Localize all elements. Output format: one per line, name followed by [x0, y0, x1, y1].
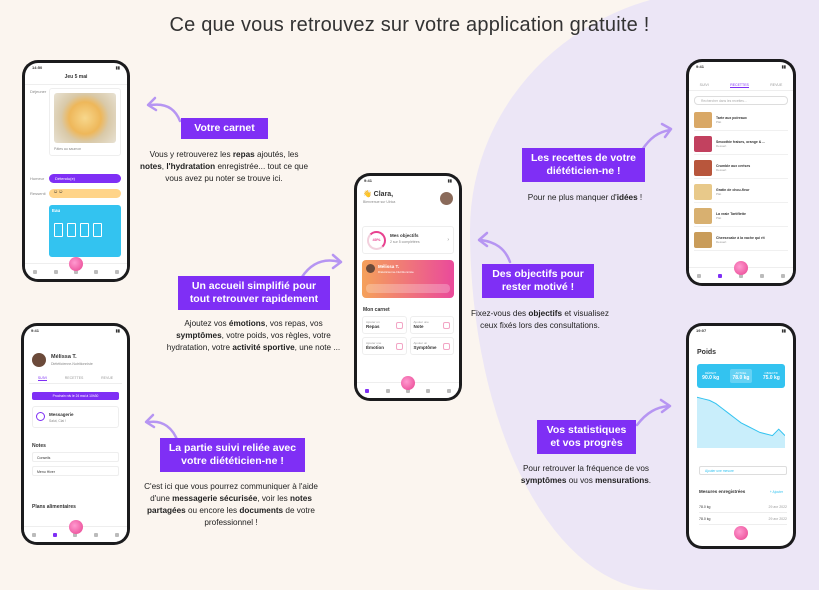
battery-icon: ▮▮	[781, 64, 786, 69]
desc-suivi: C'est ici que vous pourrez communiquer à l'aide d'une messagerie sécurisée, voir les notes partagées ou encore les documents de votre professionnel !	[144, 482, 318, 527]
tile-icon	[443, 322, 450, 329]
messagerie-preview: Salut, Clai !	[49, 419, 66, 423]
stat-card	[730, 369, 753, 383]
dietitian-action[interactable]	[366, 284, 450, 293]
stat-cards	[697, 364, 785, 388]
badge-stats: Vos statistiques et vos progrès	[537, 420, 636, 454]
dietitian-name: Mélissa T.	[51, 354, 77, 360]
add-button[interactable]	[734, 526, 748, 540]
tile-small: Ajouter un	[366, 320, 380, 324]
recipe-category: Plat	[716, 192, 722, 196]
add-button[interactable]	[734, 261, 748, 275]
tiles-grid	[362, 316, 454, 355]
follow-icon[interactable]	[53, 533, 57, 537]
stat-value: 78.0 kg	[732, 375, 750, 381]
tabs	[689, 83, 793, 91]
recipe-category: Dessert	[716, 168, 727, 172]
phone-carnet	[22, 60, 130, 282]
arrow-stats	[635, 398, 675, 428]
carnet-title: Mon carnet	[363, 307, 390, 313]
desc-accueil: Ajoutez vos émotions, vos repas, vos symptômes, votre poids, vos règles, votre hydratation, votre activité sportive, une note ...	[166, 319, 341, 352]
recipe-item[interactable]	[694, 134, 788, 155]
arrow-recettes	[640, 122, 675, 152]
recipe-photo	[694, 184, 712, 200]
stat-label: OBJECTIF	[764, 371, 779, 375]
next-appointment[interactable]: Prochain rdv le 24 mai à 10h30	[32, 392, 119, 400]
water-label: Eau	[52, 208, 61, 213]
note-row[interactable]: Conseils	[32, 452, 119, 462]
page-title: Ce que vous retrouvez sur votre application gratuite !	[169, 14, 650, 36]
desc-carnet: Vous y retrouverez les repas ajoutés, les notes, l'hydratation enregistrée... tout ce que vous avez pu noter se trouve ici.	[139, 150, 309, 183]
weight-chart	[697, 392, 785, 448]
badge-suivi: La partie suivi reliée avec votre diététicien-ne !	[160, 438, 305, 472]
carnet-tile[interactable]	[362, 337, 407, 355]
battery-icon: ▮▮	[115, 328, 120, 333]
greeting: 👋 Clara,	[363, 191, 394, 198]
recipe-name: La vraie Tartiflette	[716, 212, 746, 216]
glass-icon	[67, 223, 76, 237]
measures-title: Mesures enregistrées	[699, 489, 746, 494]
carnet-icon[interactable]	[115, 533, 119, 537]
stats-icon[interactable]	[94, 533, 98, 537]
home-icon[interactable]	[697, 274, 701, 278]
home-icon[interactable]	[33, 270, 37, 274]
notes-list	[32, 452, 119, 480]
objectives-title: Mes objectifs	[390, 233, 419, 238]
objectives-sub: 2 sur 5 complétées	[390, 240, 420, 244]
recipe-item[interactable]	[694, 230, 788, 251]
recipe-name: Tarte aux poireaux	[716, 116, 747, 120]
recipe-item[interactable]	[694, 206, 788, 227]
phone-stats	[686, 323, 796, 549]
status-time: 19:07	[696, 328, 707, 333]
chevron-right-icon: ›	[447, 237, 449, 243]
add-link[interactable]: + Ajouter	[769, 490, 783, 494]
arrow-objectifs	[475, 230, 515, 265]
tab-recettes[interactable]: RECETTES	[64, 376, 84, 380]
measures-list	[699, 501, 787, 525]
recipe-category: Plat	[716, 216, 722, 220]
meal-photo	[54, 93, 116, 143]
stats-icon[interactable]	[426, 389, 430, 393]
status-time: 9:41	[696, 64, 705, 69]
messagerie-title: Messagerie	[49, 412, 74, 417]
dietitian-role: Diététicienne-Nutritionniste	[51, 362, 93, 366]
subgreeting: Bienvenue sur Ulrica	[363, 200, 396, 204]
recipe-name: Crumble aux cerises	[716, 164, 751, 168]
measure-row[interactable]	[699, 501, 787, 513]
tab-recettes[interactable]: RECETTES	[730, 83, 749, 87]
tab-revue[interactable]: REVUE	[101, 376, 114, 380]
desc-objectifs: Fixez-vous des objectifs et visualisez ceux fixés lors des consultations.	[471, 309, 609, 330]
battery-icon: ▮▮	[781, 328, 786, 333]
recipe-category: Dessert	[716, 240, 727, 244]
recipe-name: Gratin de chou-fleur	[716, 188, 750, 192]
status-time: 14:50	[32, 65, 43, 70]
add-button[interactable]	[69, 257, 83, 271]
chat-icon	[36, 412, 45, 421]
recipe-item[interactable]	[694, 110, 788, 131]
measure-date: 29 avr 2022	[768, 504, 787, 509]
carnet-tile[interactable]	[410, 316, 455, 334]
glass-icon	[80, 223, 89, 237]
smiley-icon: ☺☺	[53, 189, 64, 195]
measure-value: 78.0 kg	[699, 516, 711, 521]
stat-label: ACTUEL	[735, 371, 747, 375]
battery-icon: ▮▮	[115, 65, 120, 70]
search-input[interactable]: Rechercher dans les recettes...	[694, 96, 788, 105]
stats-icon[interactable]	[760, 274, 764, 278]
recipe-photo	[694, 208, 712, 224]
objectives-ring: 40%	[367, 231, 386, 250]
recipes-list	[689, 110, 793, 251]
follow-icon[interactable]	[386, 389, 390, 393]
mood-chip[interactable]: Détendu(e)	[49, 174, 121, 183]
home-icon[interactable]	[32, 533, 36, 537]
add-button[interactable]	[401, 376, 415, 390]
messagerie-card[interactable]	[32, 406, 119, 428]
dietitian-card[interactable]	[362, 260, 454, 298]
tile-small: Ajouter une	[413, 320, 429, 324]
tile-small: Ajouter une	[366, 341, 382, 345]
arrow-carnet	[145, 93, 185, 123]
tile-small: Ajouter un	[413, 341, 428, 345]
objectives-card[interactable]	[362, 226, 454, 254]
recipe-name: Cheesecake à la vache qui rit	[716, 236, 765, 240]
meal-note: Pâtes au saumon	[54, 147, 82, 151]
recipe-category: Plat	[716, 120, 722, 124]
status-time: 9:41	[364, 178, 373, 183]
stat-card	[763, 371, 780, 381]
tab-revue[interactable]: REVUE	[770, 83, 783, 87]
recipe-category: Dessert	[716, 144, 727, 148]
carnet-icon[interactable]	[115, 270, 119, 274]
dietitian-name: Mélissa T.	[378, 264, 400, 269]
stat-card	[702, 371, 719, 381]
stat-value: 90.0 kg	[702, 375, 720, 381]
badge-objectifs: Des objectifs pour rester motivé !	[482, 264, 594, 298]
desc-stats: Pour retrouver la fréquence de vos symptômes ou vos mensurations.	[520, 464, 652, 485]
measure-date: 29 avr 2022	[768, 516, 787, 521]
follow-icon[interactable]	[54, 270, 58, 274]
tile-big: Émotion	[366, 345, 384, 350]
stat-label: DÉPART	[705, 371, 717, 375]
carnet-tile[interactable]	[410, 337, 455, 355]
carnet-tile[interactable]	[362, 316, 407, 334]
avatar[interactable]	[440, 192, 453, 205]
glass-icon	[54, 223, 63, 237]
water-card[interactable]	[49, 205, 121, 257]
stat-value: 75.0 kg	[762, 375, 780, 381]
tab-suivi[interactable]: SUIVI	[37, 376, 47, 380]
battery-icon: ▮▮	[447, 178, 452, 183]
recipe-name: Smoothie fraises, orange & ...	[716, 140, 766, 144]
plans-title: Plans alimentaires	[32, 504, 76, 510]
recipe-item[interactable]	[694, 182, 788, 203]
tile-big: Symptôme	[413, 345, 437, 350]
carnet-icon[interactable]	[447, 389, 451, 393]
home-icon[interactable]	[365, 389, 369, 393]
tile-icon	[443, 343, 450, 350]
add-measure-button[interactable]: Ajouter une mesure	[699, 466, 787, 475]
phone-accueil	[354, 173, 462, 401]
dietitian-avatar	[32, 353, 46, 367]
status-time: 9:41	[31, 328, 40, 333]
tile-big: Note	[413, 324, 424, 329]
notes-title: Notes	[32, 443, 46, 449]
carnet-icon[interactable]	[781, 274, 785, 278]
stats-title: Poids	[697, 349, 717, 356]
add-button[interactable]	[69, 520, 83, 534]
feeling-label: Ressenti	[30, 191, 46, 196]
date-header: Jeu 5 mai	[64, 74, 88, 80]
note-row[interactable]: Menu Hiver	[32, 466, 119, 476]
phone-suivi	[21, 323, 130, 545]
recipe-item[interactable]	[694, 158, 788, 179]
tabs	[29, 376, 122, 384]
feeling-chip[interactable]	[49, 189, 121, 198]
badge-recettes: Les recettes de votre diététicien-ne !	[522, 148, 645, 182]
greeting-text: Clara,	[373, 191, 394, 198]
follow-icon[interactable]	[718, 274, 722, 278]
recipe-photo	[694, 136, 712, 152]
recipe-photo	[694, 232, 712, 248]
glass-icon	[93, 223, 102, 237]
meal-card[interactable]	[49, 88, 121, 156]
meal-label: Déjeuner	[30, 89, 47, 94]
stats-icon[interactable]	[94, 270, 98, 274]
measure-row[interactable]	[699, 513, 787, 525]
tile-icon	[396, 322, 403, 329]
recipe-photo	[694, 160, 712, 176]
badge-carnet: Votre carnet	[181, 118, 268, 139]
dietitian-avatar	[366, 264, 375, 273]
desc-recettes: Pour ne plus manquer d'idées !	[527, 193, 643, 202]
recipe-photo	[694, 112, 712, 128]
badge-accueil: Un accueil simplifié pour tout retrouver rapidement	[178, 276, 330, 310]
tile-big: Repas	[366, 324, 380, 329]
phone-recettes	[686, 59, 796, 286]
mood-label: Humeur	[30, 176, 45, 181]
dietitian-role: Diététicienne-Nutritionniste	[378, 270, 414, 274]
tile-icon	[396, 343, 403, 350]
measure-value: 78.0 kg	[699, 504, 711, 509]
tab-suivi[interactable]: SUIVI	[699, 83, 709, 87]
